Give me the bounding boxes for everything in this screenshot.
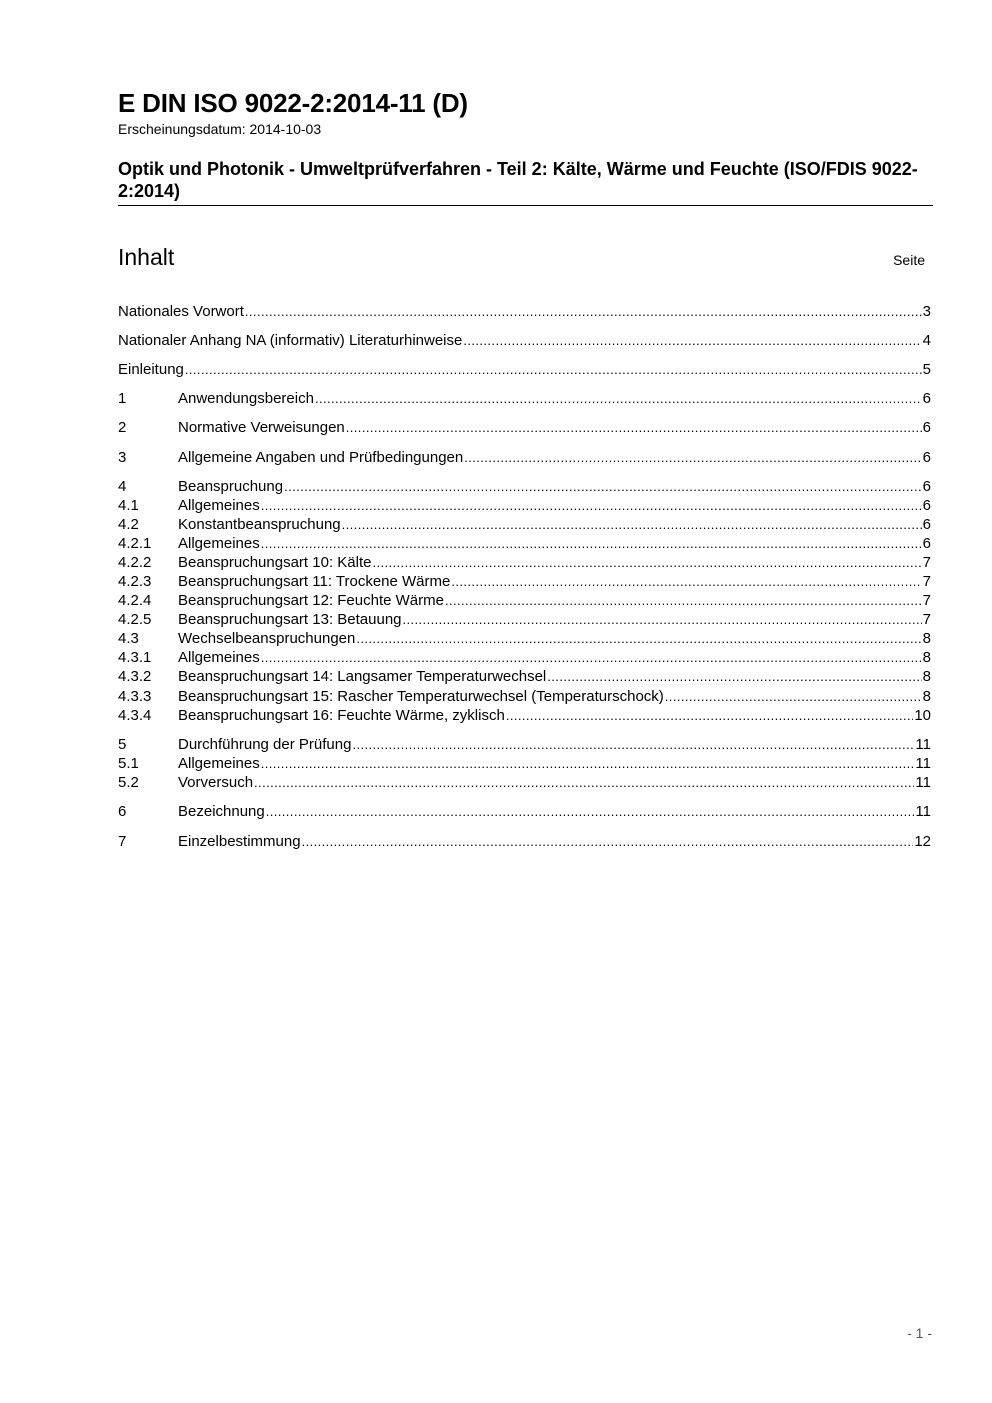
toc-entry[interactable] xyxy=(118,496,931,515)
toc-entry[interactable] xyxy=(118,667,931,686)
toc-entry-page: 7 xyxy=(922,573,931,590)
toc-entry[interactable] xyxy=(118,448,931,467)
toc-entry-number: 4.1 xyxy=(118,497,139,514)
toc-entry-page: 7 xyxy=(922,611,931,628)
toc-leader-dots xyxy=(464,448,921,467)
toc-entry-label: Allgemeine Angaben und Prüfbedingungen xyxy=(178,449,464,466)
toc-entry[interactable] xyxy=(118,360,931,379)
toc-entry-page: 6 xyxy=(922,516,931,533)
toc-entry[interactable] xyxy=(118,832,931,851)
toc-leader-dots xyxy=(302,832,914,851)
toc-entry-label: Wechselbeanspruchungen xyxy=(178,630,356,647)
toc-entry-page: 6 xyxy=(922,419,931,436)
toc-entry-number: 5 xyxy=(118,736,127,753)
toc-leader-dots xyxy=(261,754,915,773)
toc-entry-number: 4.3.3 xyxy=(118,688,152,705)
toc-entry-label: Beanspruchungsart 10: Kälte xyxy=(178,554,372,571)
toc-entry-label: Bezeichnung xyxy=(178,803,265,820)
toc-entry[interactable] xyxy=(118,515,931,534)
toc-leader-dots xyxy=(346,418,922,437)
toc-entry-page: 12 xyxy=(914,833,931,850)
toc-entry-label: Nationaler Anhang NA (informativ) Literaturhinweise xyxy=(118,332,463,349)
toc-entry[interactable] xyxy=(118,706,931,725)
toc-entry-number: 4.2.5 xyxy=(118,611,152,628)
toc-entry[interactable] xyxy=(118,418,931,437)
toc-entry-number: 5.2 xyxy=(118,774,139,791)
toc-leader-dots xyxy=(372,553,921,572)
toc-leader-dots xyxy=(261,534,922,553)
toc-entry[interactable] xyxy=(118,735,931,754)
toc-entry-page: 4 xyxy=(922,332,931,349)
toc-entry-label: Anwendungsbereich xyxy=(178,390,314,407)
toc-entry[interactable] xyxy=(118,802,931,821)
toc-leader-dots xyxy=(254,773,914,792)
toc-entry-label: Beanspruchungsart 16: Feuchte Wärme, zyklisch xyxy=(178,707,505,724)
header-rule xyxy=(118,205,933,206)
toc-entry-label: Beanspruchungsart 15: Rascher Temperaturwechsel (Temperaturschock) xyxy=(178,688,664,705)
toc-entry[interactable] xyxy=(118,610,931,629)
toc-entry-page: 8 xyxy=(922,630,931,647)
toc-entry[interactable] xyxy=(118,572,931,591)
toc-entry-label: Allgemeines xyxy=(178,755,260,772)
toc-entry[interactable] xyxy=(118,553,931,572)
toc-entry-number: 4.2.1 xyxy=(118,535,152,552)
toc-entry-page: 11 xyxy=(915,755,931,772)
toc-entry-label: Normative Verweisungen xyxy=(178,419,345,436)
toc-leader-dots xyxy=(463,331,921,350)
toc-entry-label: Allgemeines xyxy=(178,649,260,666)
publication-date: Erscheinungsdatum: 2014-10-03 xyxy=(118,121,322,137)
toc-entry[interactable] xyxy=(118,687,931,706)
document-title: E DIN ISO 9022-2:2014-11 (D) xyxy=(118,88,468,118)
toc-entry-page: 8 xyxy=(922,668,931,685)
toc-leader-dots xyxy=(245,302,922,321)
toc-entry-page: 8 xyxy=(922,649,931,666)
toc-leader-dots xyxy=(261,496,922,515)
toc-heading: Inhalt xyxy=(118,244,175,270)
document-subtitle: Optik und Photonik - Umweltprüfverfahren - Teil 2: Kälte, Wärme und Feuchte (ISO/FDIS 9022-2:2014) xyxy=(118,159,918,201)
toc-entry-label: Beanspruchungsart 13: Betauung xyxy=(178,611,402,628)
toc-entry-number: 4.3.4 xyxy=(118,707,152,724)
toc-entry-page: 8 xyxy=(922,688,931,705)
toc-entry-page: 11 xyxy=(915,803,931,820)
toc-entry-number: 4.2.4 xyxy=(118,592,152,609)
toc-leader-dots xyxy=(451,572,921,591)
toc-entry-label: Allgemeines xyxy=(178,497,260,514)
toc-entry[interactable] xyxy=(118,773,931,792)
toc-entry-label: Beanspruchungsart 12: Feuchte Wärme xyxy=(178,592,444,609)
toc-entry-number: 3 xyxy=(118,449,127,466)
toc-entry-label: Konstantbeanspruchung xyxy=(178,516,341,533)
toc-entry-number: 4.3.2 xyxy=(118,668,152,685)
toc-entry-label: Durchführung der Prüfung xyxy=(178,736,352,753)
toc-leader-dots xyxy=(665,687,922,706)
toc-entry-page: 11 xyxy=(915,736,931,753)
toc-entry-label: Beanspruchungsart 11: Trockene Wärme xyxy=(178,573,451,590)
toc-leader-dots xyxy=(352,735,914,754)
toc-entry-number: 7 xyxy=(118,833,127,850)
toc-entry-page: 7 xyxy=(922,592,931,609)
toc-entry-number: 1 xyxy=(118,390,127,407)
toc-entry-page: 10 xyxy=(914,707,931,724)
toc-entry[interactable] xyxy=(118,629,931,648)
toc-entry[interactable] xyxy=(118,591,931,610)
toc-leader-dots xyxy=(445,591,922,610)
toc-entry[interactable] xyxy=(118,754,931,773)
toc-entry-label: Vorversuch xyxy=(178,774,254,791)
toc-entry-page: 6 xyxy=(922,449,931,466)
toc-entry-label: Nationales Vorwort xyxy=(118,303,244,320)
toc-entry-number: 4.2 xyxy=(118,516,139,533)
toc-entry-page: 7 xyxy=(922,554,931,571)
toc-leader-dots xyxy=(261,648,922,667)
toc-entry-number: 4 xyxy=(118,478,127,495)
toc-leader-dots xyxy=(284,477,922,496)
toc-entry[interactable] xyxy=(118,302,931,321)
toc-leader-dots xyxy=(506,706,913,725)
toc-leader-dots xyxy=(315,389,922,408)
toc-entry-number: 5.1 xyxy=(118,755,139,772)
toc-entry[interactable] xyxy=(118,389,931,408)
toc-entry-page: 6 xyxy=(922,535,931,552)
toc-entry-label: Allgemeines xyxy=(178,535,260,552)
toc-leader-dots xyxy=(356,629,921,648)
toc-entry-page: 6 xyxy=(922,478,931,495)
toc-entry-label: Einzelbestimmung xyxy=(178,833,301,850)
toc-entry-page: 11 xyxy=(915,774,931,791)
page-number: - 1 - xyxy=(907,1325,932,1341)
page-column-label: Seite xyxy=(893,252,925,268)
toc-entry-label: Einleitung xyxy=(118,361,184,378)
toc-entry[interactable] xyxy=(118,534,931,553)
toc-entry-page: 6 xyxy=(922,497,931,514)
toc-leader-dots xyxy=(547,667,921,686)
toc-entry-number: 4.3 xyxy=(118,630,139,647)
toc-entry[interactable] xyxy=(118,477,931,496)
toc-leader-dots xyxy=(342,515,922,534)
toc-entry-page: 5 xyxy=(922,361,931,378)
toc-entry-label: Beanspruchungsart 14: Langsamer Temperaturwechsel xyxy=(178,668,547,685)
toc-entry-page: 6 xyxy=(922,390,931,407)
toc-leader-dots xyxy=(185,360,922,379)
toc-leader-dots xyxy=(266,802,915,821)
toc-entry-number: 4.3.1 xyxy=(118,649,152,666)
toc-entry-number: 4.2.2 xyxy=(118,554,152,571)
toc-entry-number: 2 xyxy=(118,419,127,436)
toc-entry[interactable] xyxy=(118,648,931,667)
toc-entry-number: 6 xyxy=(118,803,127,820)
toc-leader-dots xyxy=(403,610,922,629)
toc-entry[interactable] xyxy=(118,331,931,350)
toc-entry-number: 4.2.3 xyxy=(118,573,152,590)
toc-entry-label: Beanspruchung xyxy=(178,478,284,495)
toc-entry-page: 3 xyxy=(922,303,931,320)
